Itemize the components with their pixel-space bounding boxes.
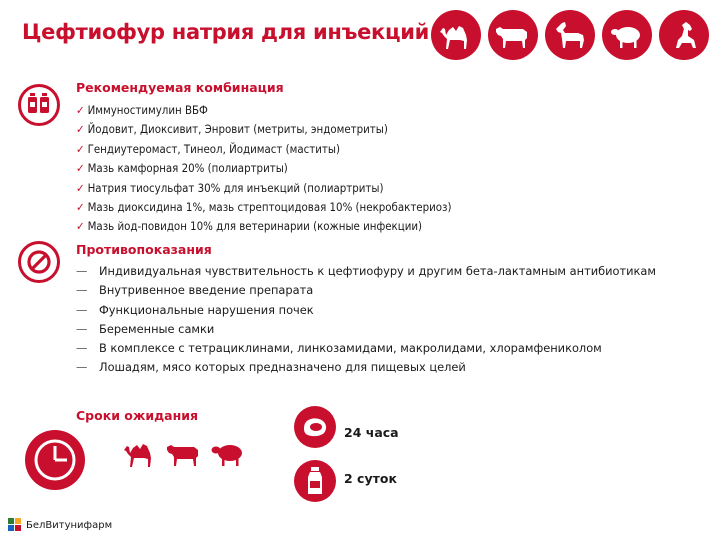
list-item: — Внутривенное введение препарата	[76, 283, 314, 298]
list-item: ✓ Натрия тиосульфат 30% для инъекций (полиартриты)	[76, 180, 384, 195]
list-item: — Беременные самки	[76, 321, 215, 336]
camel-icon	[431, 10, 481, 60]
cow-icon	[488, 10, 538, 60]
list-item: ✓ Йодовит, Диоксивит, Энровит (метриты, эндометриты)	[76, 122, 388, 137]
list-item: — Лошадям, мясо которых предназначено для пищевых целей	[76, 360, 466, 375]
medicine-bottles-icon	[18, 84, 60, 126]
milk-withdrawal-value: 2 суток	[344, 471, 397, 486]
check-icon: ✓	[76, 141, 85, 156]
camel-icon	[120, 436, 160, 474]
list-item: — В комплексе с тетрациклинами, линкозамидами, макролидами, хлорамфениколом	[76, 341, 602, 356]
clock-icon	[25, 430, 85, 490]
check-icon: ✓	[76, 103, 85, 117]
withdrawal-title: Сроки ожидания	[76, 408, 199, 423]
prohibited-icon	[18, 241, 60, 283]
list-item: ✓ Мазь камфорная 20% (полиартриты)	[76, 161, 288, 176]
check-icon: ✓	[76, 161, 85, 176]
list-item: ✓ Мазь йод-повидон 10% для ветеринарии (кожные инфекции)	[76, 219, 423, 234]
meat-withdrawal-value: 24 часа	[344, 425, 399, 440]
horse-icon	[545, 10, 595, 60]
check-icon: ✓	[76, 122, 85, 137]
check-icon: ✓	[76, 219, 85, 234]
list-item: ✓ Мазь диоксидина 1%, мазь стрептоцидовая 10% (некробактериоз)	[76, 200, 452, 215]
cow-icon	[164, 436, 204, 474]
contraindications-title: Противопоказания	[76, 242, 212, 257]
footer	[8, 518, 112, 532]
contraindications-list	[76, 262, 656, 378]
sheep-icon	[208, 436, 248, 474]
list-item: — Функциональные нарушения почек	[76, 302, 314, 317]
company-logo	[8, 518, 22, 532]
page-title: Цефтиофур натрия для инъекций	[22, 20, 430, 44]
list-item: ✓ Иммуностимулин ВБФ	[76, 103, 208, 117]
meat-icon	[294, 406, 336, 448]
recommended-list	[76, 101, 451, 237]
list-item: — Индивидуальная чувствительность к цефтиофуру и другим бета-лактамным антибиотикам	[76, 264, 657, 278]
check-icon: ✓	[76, 200, 85, 215]
recommended-title: Рекомендуемая комбинация	[76, 80, 284, 95]
sheep-icon	[602, 10, 652, 60]
dog-icon	[659, 10, 709, 60]
company-name: БелВитунифарм	[26, 519, 113, 531]
check-icon: ✓	[76, 180, 85, 195]
milk-bottle-icon	[294, 460, 336, 502]
list-item: ✓ Гендиутеромаст, Тинеол, Йодимаст (маститы)	[76, 141, 340, 156]
